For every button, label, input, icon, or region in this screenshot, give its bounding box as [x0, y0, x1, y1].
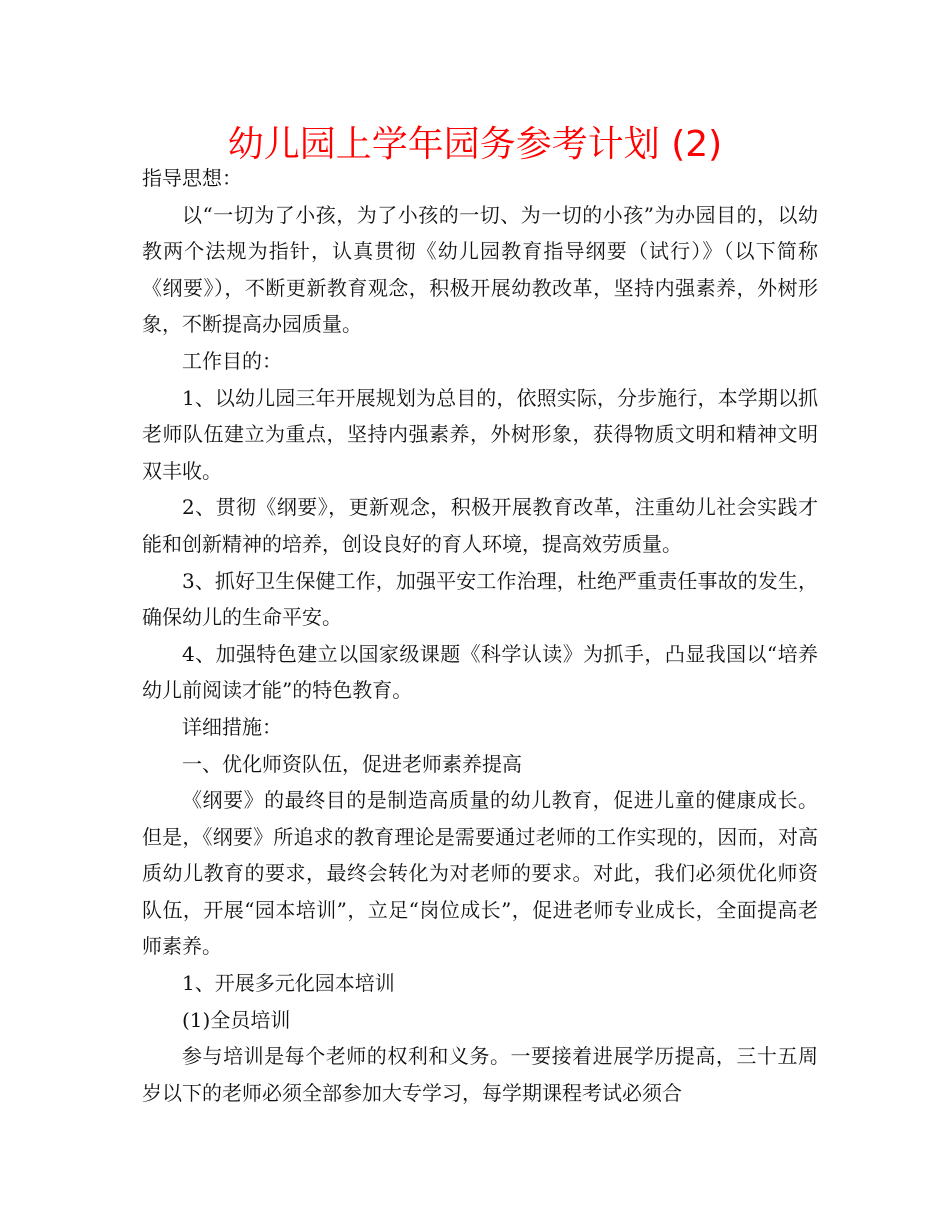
heading-measures: 详细措施： [182, 714, 282, 739]
paragraph-section-1: 《纲要》的最终目的是制造高质量的幼儿教育，促进儿童的健康成长。但是，《纲要》所追求的教育理论是需要通过老师的工作实现的，因而，对高质幼儿教育的要求，最终会转化为对老师的要求。对此，我们必须优化师资队伍，开展“园本培训”，立足“岗位成长”，促进老师专业成长，全面提高老师素养。 [142, 788, 818, 959]
document-title: 幼儿园上学年园务参考计划 (2) [227, 124, 723, 165]
paragraph-goal-2: 2、贯彻《纲要》，更新观念，积极开展教育改革，注重幼儿社会实践才能和创新精神的培养，创设良好的育人环境，提高效劳质量。 [142, 495, 818, 556]
heading-subsection-1: 1、开展多元化园本培训 [182, 971, 395, 996]
paragraph-goal-3: 3、抓好卫生保健工作，加强平安工作治理，杜绝严重责任事故的发生，确保幼儿的生命平安。 [142, 568, 818, 630]
heading-work-goals: 工作目的： [182, 348, 282, 373]
paragraph-goal-4: 4、加强特色建立以国家级课题《科学认读》为抓手，凸显我国以“培养幼儿前阅读才能”的特色教育。 [142, 641, 818, 703]
heading-guiding-thought: 指导思想： [142, 166, 242, 190]
paragraph-item-1: 参与培训是每个老师的权利和义务。一要接着进展学历提高，三十五周岁以下的老师必须全部参加大专学习，每学期课程考试必须合 [142, 1044, 818, 1105]
heading-section-1: 一、优化师资队伍，促进老师素养提高 [182, 751, 522, 776]
paragraph-goal-1: 1、以幼儿园三年开展规划为总目的，依照实际，分步施行，本学期以抓老师队伍建立为重点，坚持内强素养，外树形象，获得物质文明和精神文明双丰收。 [142, 385, 818, 483]
paragraph-guiding-thought: 以“一切为了小孩，为了小孩的一切、为一切的小孩”为办园目的，以幼教两个法规为指针，认真贯彻《幼儿园教育指导纲要（试行）》（以下简称《纲要》），不断更新教育观念，积极开展幼教改革，坚持内强素养，外树形象，不断提高办园质量。 [142, 202, 818, 337]
heading-item-1: (1)全员培训 [182, 1007, 291, 1032]
document-body [142, 160, 818, 1111]
